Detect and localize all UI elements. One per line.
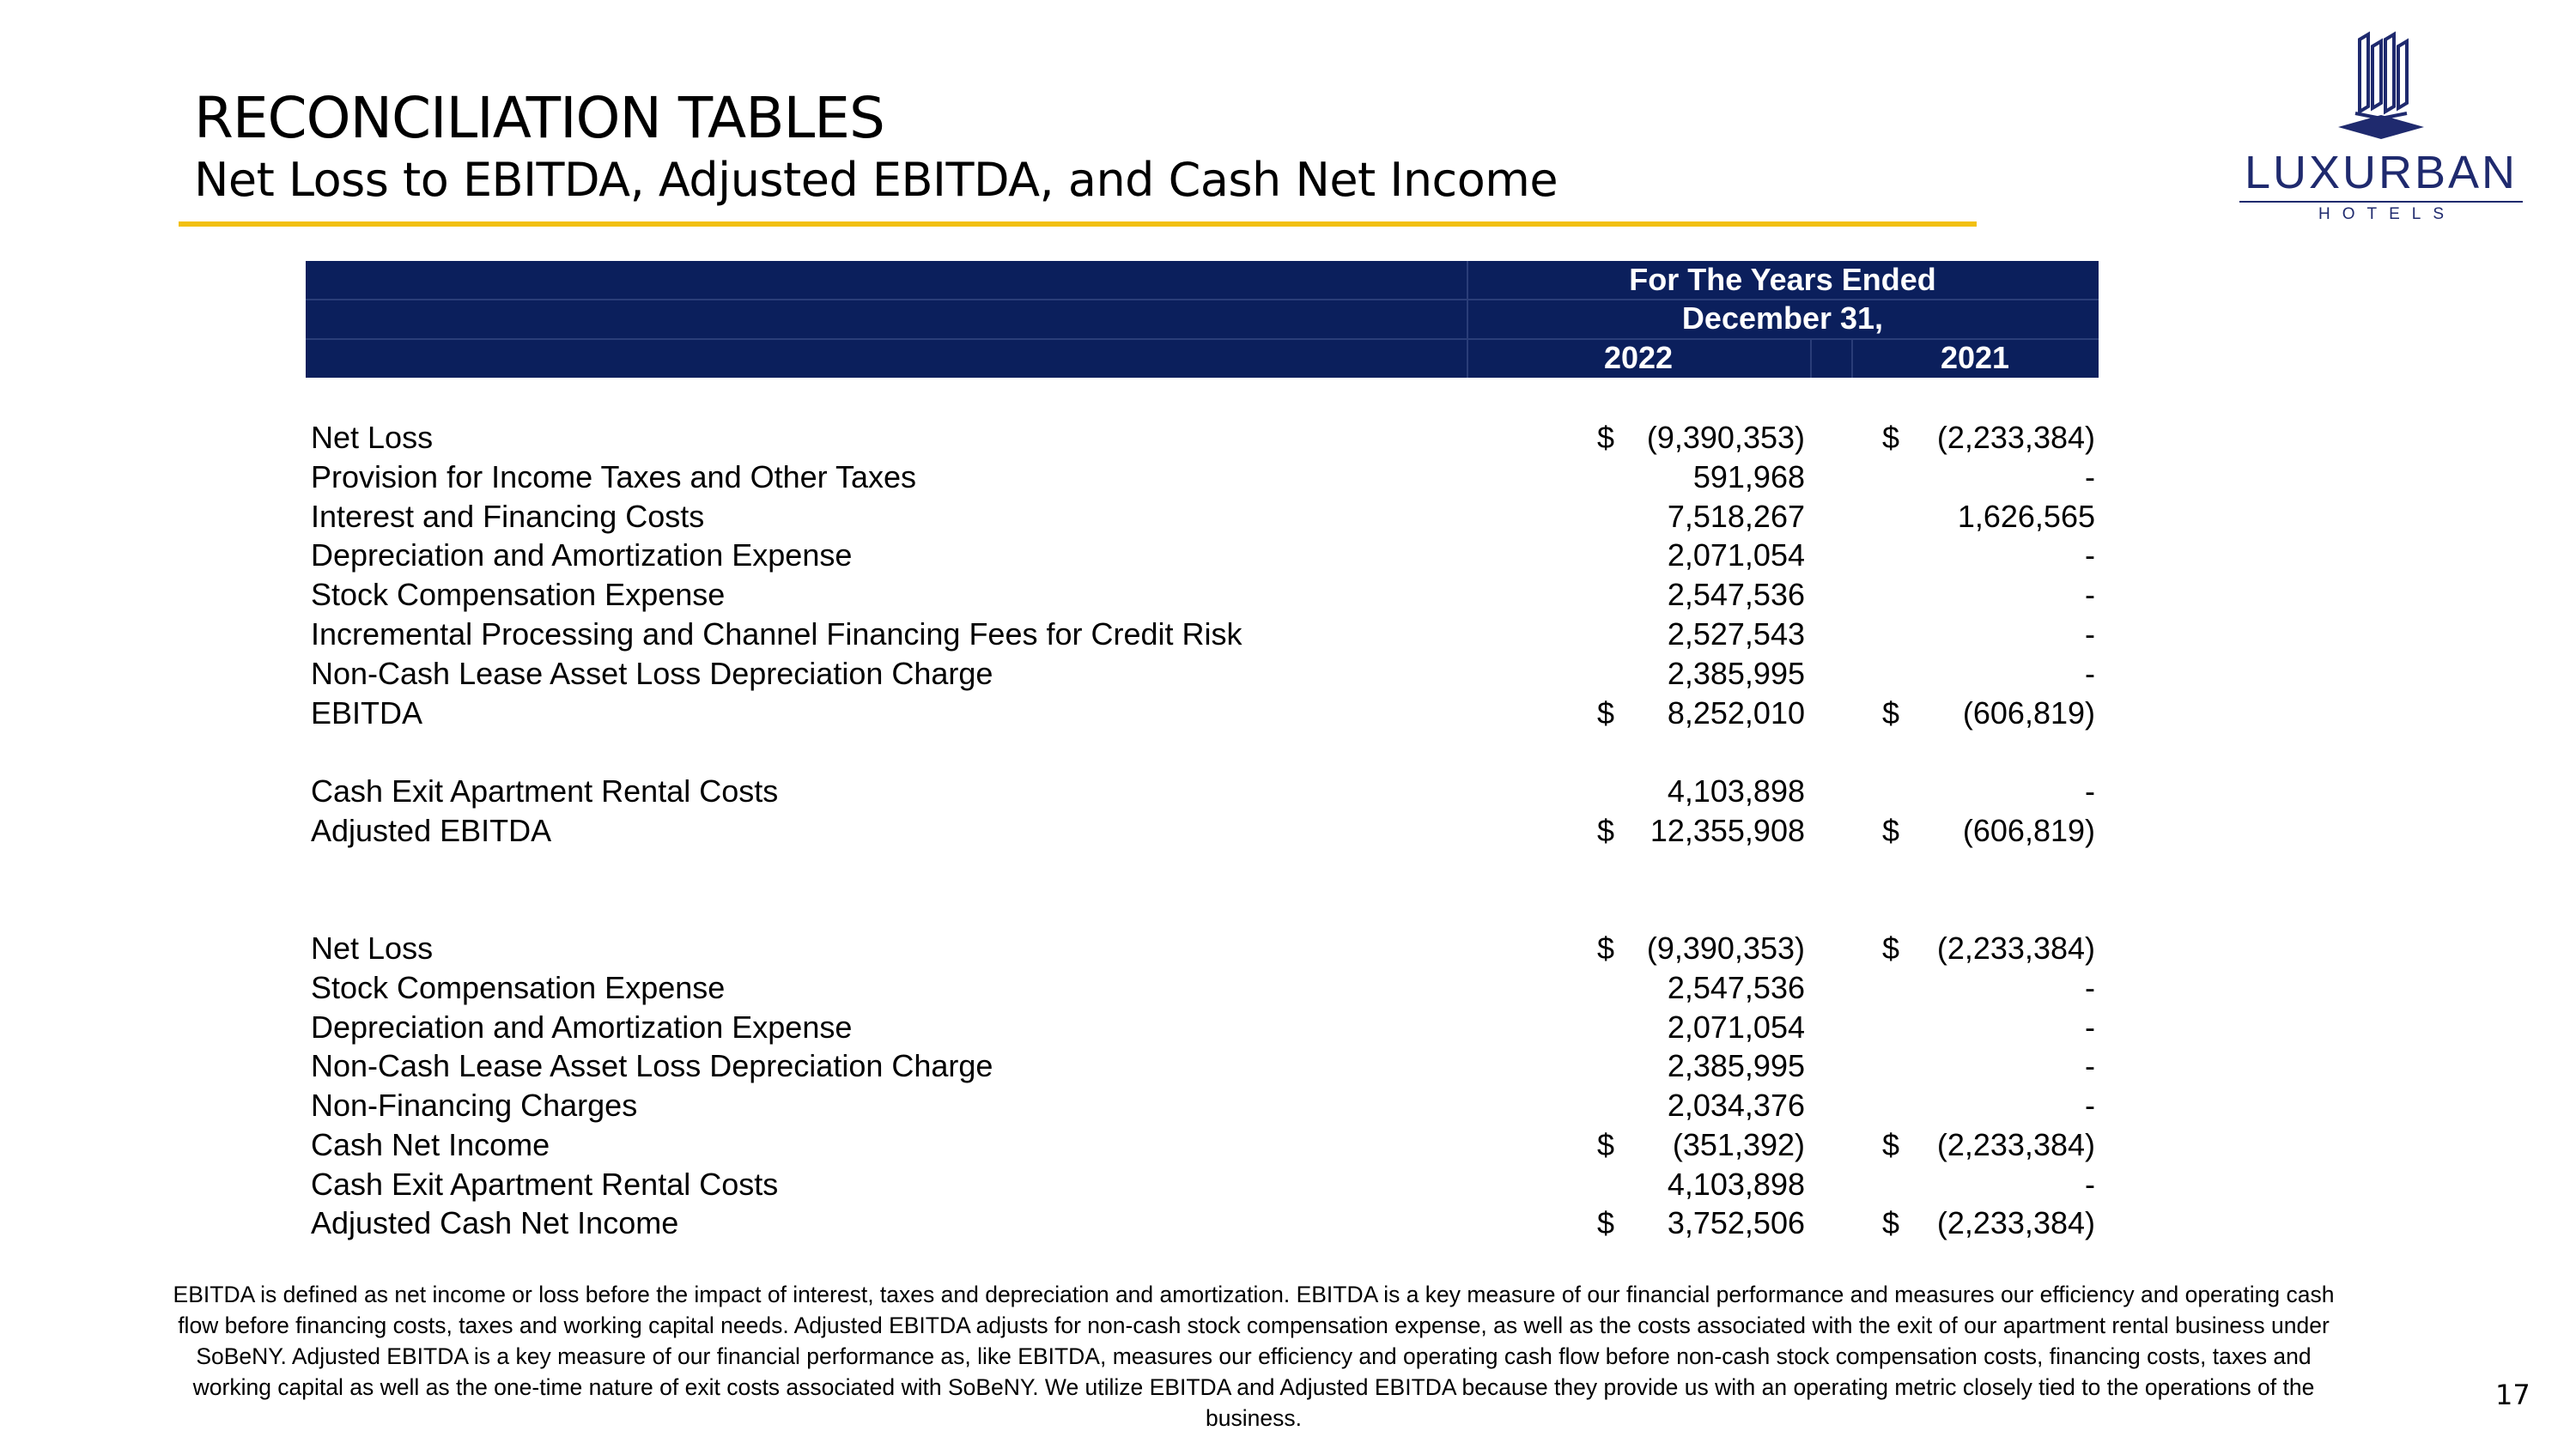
currency-2022: $ (1597, 695, 1615, 731)
value-2021: 1,626,565 (1957, 499, 2095, 534)
value-2021: - (2085, 1167, 2095, 1202)
row-label: Depreciation and Amortization Expense (311, 537, 853, 573)
table-row (0, 811, 2576, 851)
value-2021: (606,819) (1962, 695, 2095, 731)
header-period-line2: December 31, (1681, 300, 1884, 336)
table-row (0, 968, 2576, 1008)
value-2022: 12,355,908 (1649, 813, 1805, 848)
header-year-2021: 2021 (1940, 340, 2010, 375)
value-2022: 7,518,267 (1667, 499, 1805, 534)
value-2022: 2,527,543 (1667, 616, 1805, 652)
header-divider (1810, 338, 1812, 378)
value-2022: 2,385,995 (1667, 656, 1805, 691)
header-period-line1: For The Years Ended (1629, 262, 1936, 297)
logo-divider (2239, 201, 2523, 203)
table-row (0, 929, 2576, 968)
row-label: Stock Compensation Expense (311, 970, 726, 1005)
table-row (0, 1165, 2576, 1204)
value-2022: 3,752,506 (1667, 1205, 1805, 1240)
value-2022: 2,547,536 (1667, 970, 1805, 1005)
table-row (0, 615, 2576, 654)
value-2022: 591,968 (1692, 459, 1805, 494)
table-row (0, 1086, 2576, 1125)
value-2022: 4,103,898 (1667, 1167, 1805, 1202)
table-row (0, 1046, 2576, 1086)
header-divider (306, 338, 2099, 340)
value-2021: - (2085, 616, 2095, 652)
row-label: Cash Exit Apartment Rental Costs (311, 1167, 779, 1202)
row-label: Net Loss (311, 420, 434, 455)
currency-2021: $ (1882, 420, 1900, 455)
row-label: Incremental Processing and Channel Financing Fees for Credit Risk (311, 616, 1242, 652)
currency-2021: $ (1882, 813, 1900, 848)
value-2021: (2,233,384) (1936, 931, 2095, 966)
value-2021: - (2085, 1048, 2095, 1083)
value-2022: 8,252,010 (1667, 695, 1805, 731)
page-number: 17 (2495, 1379, 2530, 1411)
table-header (306, 261, 2099, 378)
table-row (0, 1008, 2576, 1047)
row-label: Non-Cash Lease Asset Loss Depreciation Charge (311, 656, 993, 691)
table-row (0, 654, 2576, 694)
row-label: Stock Compensation Expense (311, 577, 726, 612)
value-2022: 2,071,054 (1667, 537, 1805, 573)
row-label: Non-Cash Lease Asset Loss Depreciation Charge (311, 1048, 993, 1083)
currency-2021: $ (1882, 1127, 1900, 1162)
title-underline (179, 221, 1977, 227)
value-2022: 2,034,376 (1667, 1088, 1805, 1123)
value-2022: 2,385,995 (1667, 1048, 1805, 1083)
value-2021: - (2085, 773, 2095, 809)
table-row (0, 497, 2576, 537)
currency-2022: $ (1597, 1205, 1615, 1240)
row-label: Provision for Income Taxes and Other Taxes (311, 459, 917, 494)
row-label: Cash Net Income (311, 1127, 550, 1162)
page-subtitle: Net Loss to EBITDA, Adjusted EBITDA, and Cash Net Income (194, 153, 1558, 207)
currency-2021: $ (1882, 1205, 1900, 1240)
currency-2022: $ (1597, 813, 1615, 848)
table-row (0, 458, 2576, 497)
row-label: Depreciation and Amortization Expense (311, 1009, 853, 1045)
table-row (0, 1203, 2576, 1243)
company-logo (2222, 31, 2540, 228)
value-2021: - (2085, 656, 2095, 691)
table-row (0, 1125, 2576, 1165)
ebitda-footnote: EBITDA is defined as net income or loss before the impact of interest, taxes and depreciation and amortization. EBITDA is a key measure of our financial performance and measures our efficiency and operating cash flow before financing costs, taxes and working capital needs. Adjusted EBITDA adjusts for non-cash stock compensation expense, as well as the costs associated with the exit of our apartment rental business under SoBeNY. Adjusted EBITDA is a key measure of our financial performance as, like EBITDA, measures our efficiency and operating cash flow before non-cash stock compensation costs, financing costs, taxes and working capital as well as the one-time nature of exit costs associated with SoBeNY. We utilize EBITDA and Adjusted EBITDA because they provide us with an operating metric closely tied to the operations of the business. (173, 1282, 2335, 1431)
row-label: Interest and Financing Costs (311, 499, 705, 534)
row-label: Adjusted Cash Net Income (311, 1205, 679, 1240)
page-title: RECONCILIATION TABLES (194, 85, 884, 151)
value-2022: 2,071,054 (1667, 1009, 1805, 1045)
value-2022: (9,390,353) (1646, 931, 1805, 966)
currency-2021: $ (1882, 931, 1900, 966)
table-row (0, 536, 2576, 575)
currency-2021: $ (1882, 695, 1900, 731)
building-logo-icon (2321, 31, 2441, 142)
table-row (0, 694, 2576, 733)
table-row (0, 418, 2576, 458)
value-2022: (9,390,353) (1646, 420, 1805, 455)
row-label: Cash Exit Apartment Rental Costs (311, 773, 779, 809)
logo-tagline: HOTELS (2318, 205, 2457, 223)
value-2021: (606,819) (1962, 813, 2095, 848)
value-2021: - (2085, 537, 2095, 573)
value-2021: - (2085, 970, 2095, 1005)
row-label: EBITDA (311, 695, 423, 731)
value-2021: - (2085, 459, 2095, 494)
value-2022: (351,392) (1672, 1127, 1805, 1162)
header-year-2022: 2022 (1603, 340, 1674, 375)
value-2022: 4,103,898 (1667, 773, 1805, 809)
row-label: Adjusted EBITDA (311, 813, 552, 848)
value-2021: (2,233,384) (1936, 1127, 2095, 1162)
value-2021: (2,233,384) (1936, 420, 2095, 455)
value-2021: (2,233,384) (1936, 1205, 2095, 1240)
logo-wordmark: LUXURBAN (2244, 147, 2518, 198)
row-label: Net Loss (311, 931, 434, 966)
value-2021: - (2085, 577, 2095, 612)
table-row (0, 772, 2576, 811)
table-row (0, 575, 2576, 615)
currency-2022: $ (1597, 931, 1615, 966)
currency-2022: $ (1597, 420, 1615, 455)
value-2021: - (2085, 1088, 2095, 1123)
value-2021: - (2085, 1009, 2095, 1045)
value-2022: 2,547,536 (1667, 577, 1805, 612)
row-label: Non-Financing Charges (311, 1088, 638, 1123)
currency-2022: $ (1597, 1127, 1615, 1162)
